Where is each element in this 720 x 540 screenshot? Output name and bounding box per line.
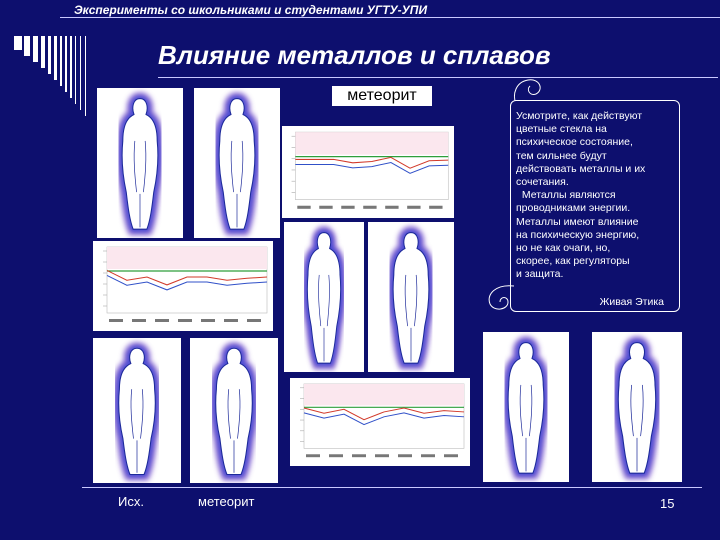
- chart-x-label-block: [132, 319, 146, 322]
- caption-meteorite: метеорит: [198, 494, 255, 509]
- chart-x-label-block: [109, 319, 123, 322]
- quote-line: тем сильнее будут: [516, 149, 607, 162]
- quote-line: на психическую энергию,: [516, 228, 640, 241]
- aura-photo: [190, 338, 278, 483]
- chart-x-label-block: [319, 206, 332, 209]
- chart-x-label-block: [444, 454, 458, 457]
- chart-band: [107, 247, 267, 269]
- chart-thumbnail: [290, 378, 470, 466]
- aura-photo: [93, 338, 181, 483]
- scroll-curl-bottom: [484, 282, 524, 312]
- footer-divider: [82, 487, 702, 488]
- quote-line: Усмотрите, как действуют: [516, 110, 643, 122]
- quote-line: действовать металлы и их: [516, 162, 646, 175]
- quote-line: психическое состояние,: [516, 136, 633, 149]
- quote-line: и защита.: [516, 268, 564, 281]
- aura-photo: [97, 88, 183, 238]
- chart-x-label-block: [429, 206, 442, 209]
- chart-x-label-block: [407, 206, 420, 209]
- aura-photo: [592, 332, 682, 482]
- chart-thumbnail: [93, 241, 273, 331]
- aura-photo: [194, 88, 280, 238]
- chart-band: [295, 132, 448, 154]
- chart-x-label-block: [201, 319, 215, 322]
- chart-band: [304, 384, 464, 406]
- quote-line: скорее, как регуляторы: [516, 255, 630, 268]
- chart-thumbnail: [282, 126, 454, 218]
- chart-x-label-block: [329, 454, 343, 457]
- quote-line: Металлы являются: [516, 189, 616, 202]
- chart-x-label-block: [247, 319, 261, 322]
- aura-photo: [483, 332, 569, 482]
- chart-x-label-block: [178, 319, 192, 322]
- chart-x-label-block: [155, 319, 169, 322]
- chart-x-label-block: [352, 454, 366, 457]
- quote-text: [516, 110, 676, 282]
- quote-line: но не как очаги, но,: [516, 242, 611, 255]
- page-number: 15: [660, 496, 675, 511]
- caption-original: Исх.: [118, 494, 144, 509]
- chart-x-label-block: [385, 206, 398, 209]
- header-divider: [60, 17, 720, 18]
- quote-line: Металлы имеют влияние: [516, 215, 639, 228]
- quote-line: цветные стекла на: [516, 123, 607, 136]
- header-text: Эксперименты со школьниками и студентами УГТУ-УПИ: [74, 3, 428, 17]
- page-title: Влияние металлов и сплавов: [158, 40, 551, 70]
- quote-signature: Живая Этика: [599, 296, 664, 308]
- aura-photo: [284, 222, 364, 372]
- chart-x-label-block: [421, 454, 435, 457]
- chart-x-label-block: [341, 206, 354, 209]
- chart-x-label-block: [398, 454, 412, 457]
- chart-x-label-block: [224, 319, 238, 322]
- chart-x-label-block: [363, 206, 376, 209]
- aura-photo: [368, 222, 454, 372]
- chart-x-label-block: [306, 454, 320, 457]
- chart-x-label-block: [375, 454, 389, 457]
- meteorite-label: метеорит: [332, 86, 432, 106]
- quote-line: сочетания.: [516, 176, 569, 189]
- chart-x-label-block: [297, 206, 310, 209]
- quote-line: проводниками энергии.: [516, 202, 631, 215]
- title-divider: [158, 77, 718, 78]
